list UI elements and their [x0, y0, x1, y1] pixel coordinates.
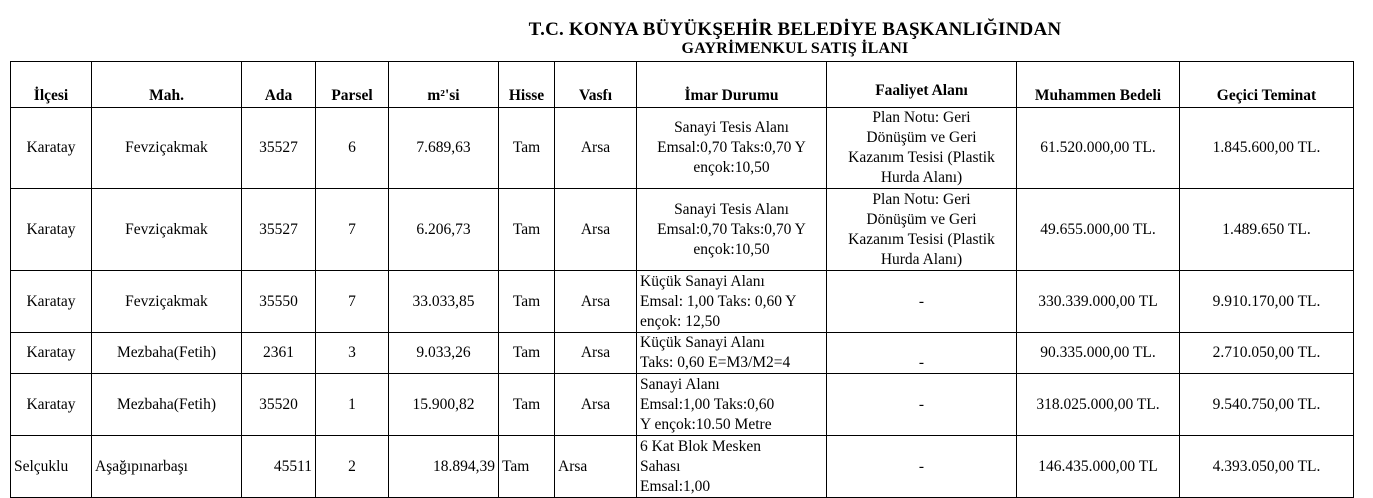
cell-vasif: Arsa	[555, 374, 637, 436]
faaliyet-line: -	[918, 292, 925, 310]
cell-hisse: Tam	[499, 271, 555, 333]
column-header-imar: İmar Durumu	[637, 62, 827, 108]
cell-imar	[637, 374, 827, 436]
cell-mahalle: Fevziçakmak	[92, 271, 242, 333]
cell-imar	[637, 436, 827, 498]
cell-ilce: Karatay	[11, 271, 92, 333]
cell-bedel: 61.520.000,00 TL.	[1017, 108, 1180, 189]
cell-imar	[637, 108, 827, 189]
cell-parsel: 7	[316, 271, 389, 333]
table-row	[11, 436, 1354, 498]
column-header-faaliyet: Faaliyet Alanı	[827, 62, 1017, 108]
cell-hisse: Tam	[499, 189, 555, 271]
imar-line: Sanayi Alanı	[640, 375, 720, 393]
cell-m2: 9.033,26	[389, 333, 499, 374]
imar-line: Sanayi Tesis Alanı	[674, 119, 789, 136]
faaliyet-line: Hurda Alanı)	[880, 250, 963, 268]
cell-ada: 35527	[242, 108, 316, 189]
cell-mahalle: Mezbaha(Fetih)	[92, 333, 242, 374]
cell-faaliyet	[827, 189, 1017, 271]
cell-m2: 15.900,82	[389, 374, 499, 436]
imar-line: ençok:10,50	[693, 240, 770, 258]
cell-parsel: 6	[316, 108, 389, 189]
cell-ada: 45511	[242, 436, 316, 498]
imar-line: Taks: 0,60 E=M3/M2=4	[640, 354, 791, 371]
cell-mahalle: Fevziçakmak	[92, 189, 242, 271]
faaliyet-line: -	[918, 457, 925, 475]
cell-ada: 2361	[242, 333, 316, 374]
faaliyet-line: Kazanım Tesisi (Plastik	[848, 230, 995, 248]
cell-ilce: Karatay	[11, 108, 92, 189]
cell-faaliyet	[827, 436, 1017, 498]
page-title: T.C. KONYA BÜYÜKŞEHİR BELEDİYE BAŞKANLIĞINDAN	[528, 19, 1062, 40]
column-header-m2: m²'si	[389, 62, 499, 108]
page-subtitle: GAYRİMENKUL SATIŞ İLANI	[681, 40, 909, 57]
cell-mahalle: Mezbaha(Fetih)	[92, 374, 242, 436]
cell-m2: 6.206,73	[389, 189, 499, 271]
column-header-vasif: Vasfı	[555, 62, 637, 108]
cell-vasif: Arsa	[555, 436, 637, 498]
column-header-ada: Ada	[242, 62, 316, 108]
faaliyet-line: Dönüşüm ve Geri	[866, 129, 977, 146]
faaliyet-line: -	[918, 354, 925, 371]
faaliyet-line: Plan Notu: Geri	[872, 190, 971, 208]
imar-line: Emsal: 1,00 Taks: 0,60 Y	[640, 292, 797, 310]
cell-ilce: Selçuklu	[11, 436, 92, 498]
cell-hisse: Tam	[499, 436, 555, 498]
column-header-bedel: Muhammen Bedeli	[1017, 62, 1180, 108]
faaliyet-line: Plan Notu: Geri	[872, 109, 971, 126]
table-row	[11, 333, 1354, 374]
cell-mahalle: Aşağıpınarbaşı	[92, 436, 242, 498]
cell-faaliyet	[827, 108, 1017, 189]
cell-parsel: 2	[316, 436, 389, 498]
imar-line: Emsal:1,00	[640, 477, 711, 495]
cell-teminat: 1.489.650 TL.	[1180, 189, 1354, 271]
imar-line: 6 Kat Blok Mesken	[640, 437, 761, 455]
cell-faaliyet	[827, 333, 1017, 374]
cell-parsel: 1	[316, 374, 389, 436]
imar-line: ençok:10,50	[693, 159, 770, 176]
cell-teminat: 2.710.050,00 TL.	[1180, 333, 1354, 374]
cell-parsel: 7	[316, 189, 389, 271]
cell-parsel: 3	[316, 333, 389, 374]
faaliyet-line: -	[918, 395, 925, 413]
property-sale-table	[10, 61, 1354, 498]
cell-teminat: 9.540.750,00 TL.	[1180, 374, 1354, 436]
table-row	[11, 189, 1354, 271]
cell-vasif: Arsa	[555, 271, 637, 333]
cell-hisse: Tam	[499, 333, 555, 374]
cell-ada: 35520	[242, 374, 316, 436]
cell-faaliyet	[827, 374, 1017, 436]
cell-ilce: Karatay	[11, 189, 92, 271]
cell-hisse: Tam	[499, 108, 555, 189]
column-header-parsel: Parsel	[316, 62, 389, 108]
cell-imar	[637, 189, 827, 271]
cell-hisse: Tam	[499, 374, 555, 436]
cell-ilce: Karatay	[11, 333, 92, 374]
faaliyet-line: Hurda Alanı)	[880, 169, 963, 186]
cell-bedel: 90.335.000,00 TL.	[1017, 333, 1180, 374]
cell-vasif: Arsa	[555, 333, 637, 374]
imar-line: Sanayi Tesis Alanı	[674, 200, 789, 218]
cell-m2: 7.689,63	[389, 108, 499, 189]
column-header-hisse: Hisse	[499, 62, 555, 108]
table-row	[11, 108, 1354, 189]
column-header-mahalle: Mah.	[92, 62, 242, 108]
table-row	[11, 374, 1354, 436]
imar-line: Küçük Sanayi Alanı	[640, 272, 765, 290]
cell-bedel: 146.435.000,00 TL	[1017, 436, 1180, 498]
imar-line: ençok: 12,50	[640, 312, 721, 330]
cell-teminat: 1.845.600,00 TL.	[1180, 108, 1354, 189]
table-header-row	[11, 62, 1354, 108]
imar-line: Emsal:1,00 Taks:0,60	[640, 395, 775, 413]
imar-line: Emsal:0,70 Taks:0,70 Y	[657, 139, 806, 156]
cell-bedel: 49.655.000,00 TL.	[1017, 189, 1180, 271]
cell-vasif: Arsa	[555, 108, 637, 189]
cell-ilce: Karatay	[11, 374, 92, 436]
cell-ada: 35550	[242, 271, 316, 333]
cell-mahalle: Fevziçakmak	[92, 108, 242, 189]
cell-ada: 35527	[242, 189, 316, 271]
imar-line: Emsal:0,70 Taks:0,70 Y	[657, 220, 806, 238]
table-row	[11, 271, 1354, 333]
cell-teminat: 9.910.170,00 TL.	[1180, 271, 1354, 333]
cell-imar	[637, 271, 827, 333]
column-header-teminat: Geçici Teminat	[1180, 62, 1354, 108]
cell-bedel: 330.339.000,00 TL	[1017, 271, 1180, 333]
cell-bedel: 318.025.000,00 TL.	[1017, 374, 1180, 436]
cell-teminat: 4.393.050,00 TL.	[1180, 436, 1354, 498]
imar-line: Y ençok:10.50 Metre	[640, 415, 772, 433]
column-header-ilce: İlçesi	[11, 62, 92, 108]
imar-line: Sahası	[640, 457, 681, 475]
cell-m2: 33.033,85	[389, 271, 499, 333]
imar-line: Küçük Sanayi Alanı	[640, 334, 765, 351]
cell-m2: 18.894,39	[389, 436, 499, 498]
cell-faaliyet	[827, 271, 1017, 333]
faaliyet-line: Dönüşüm ve Geri	[866, 210, 977, 228]
cell-vasif: Arsa	[555, 189, 637, 271]
cell-imar	[637, 333, 827, 374]
faaliyet-line: Kazanım Tesisi (Plastik	[848, 149, 995, 166]
